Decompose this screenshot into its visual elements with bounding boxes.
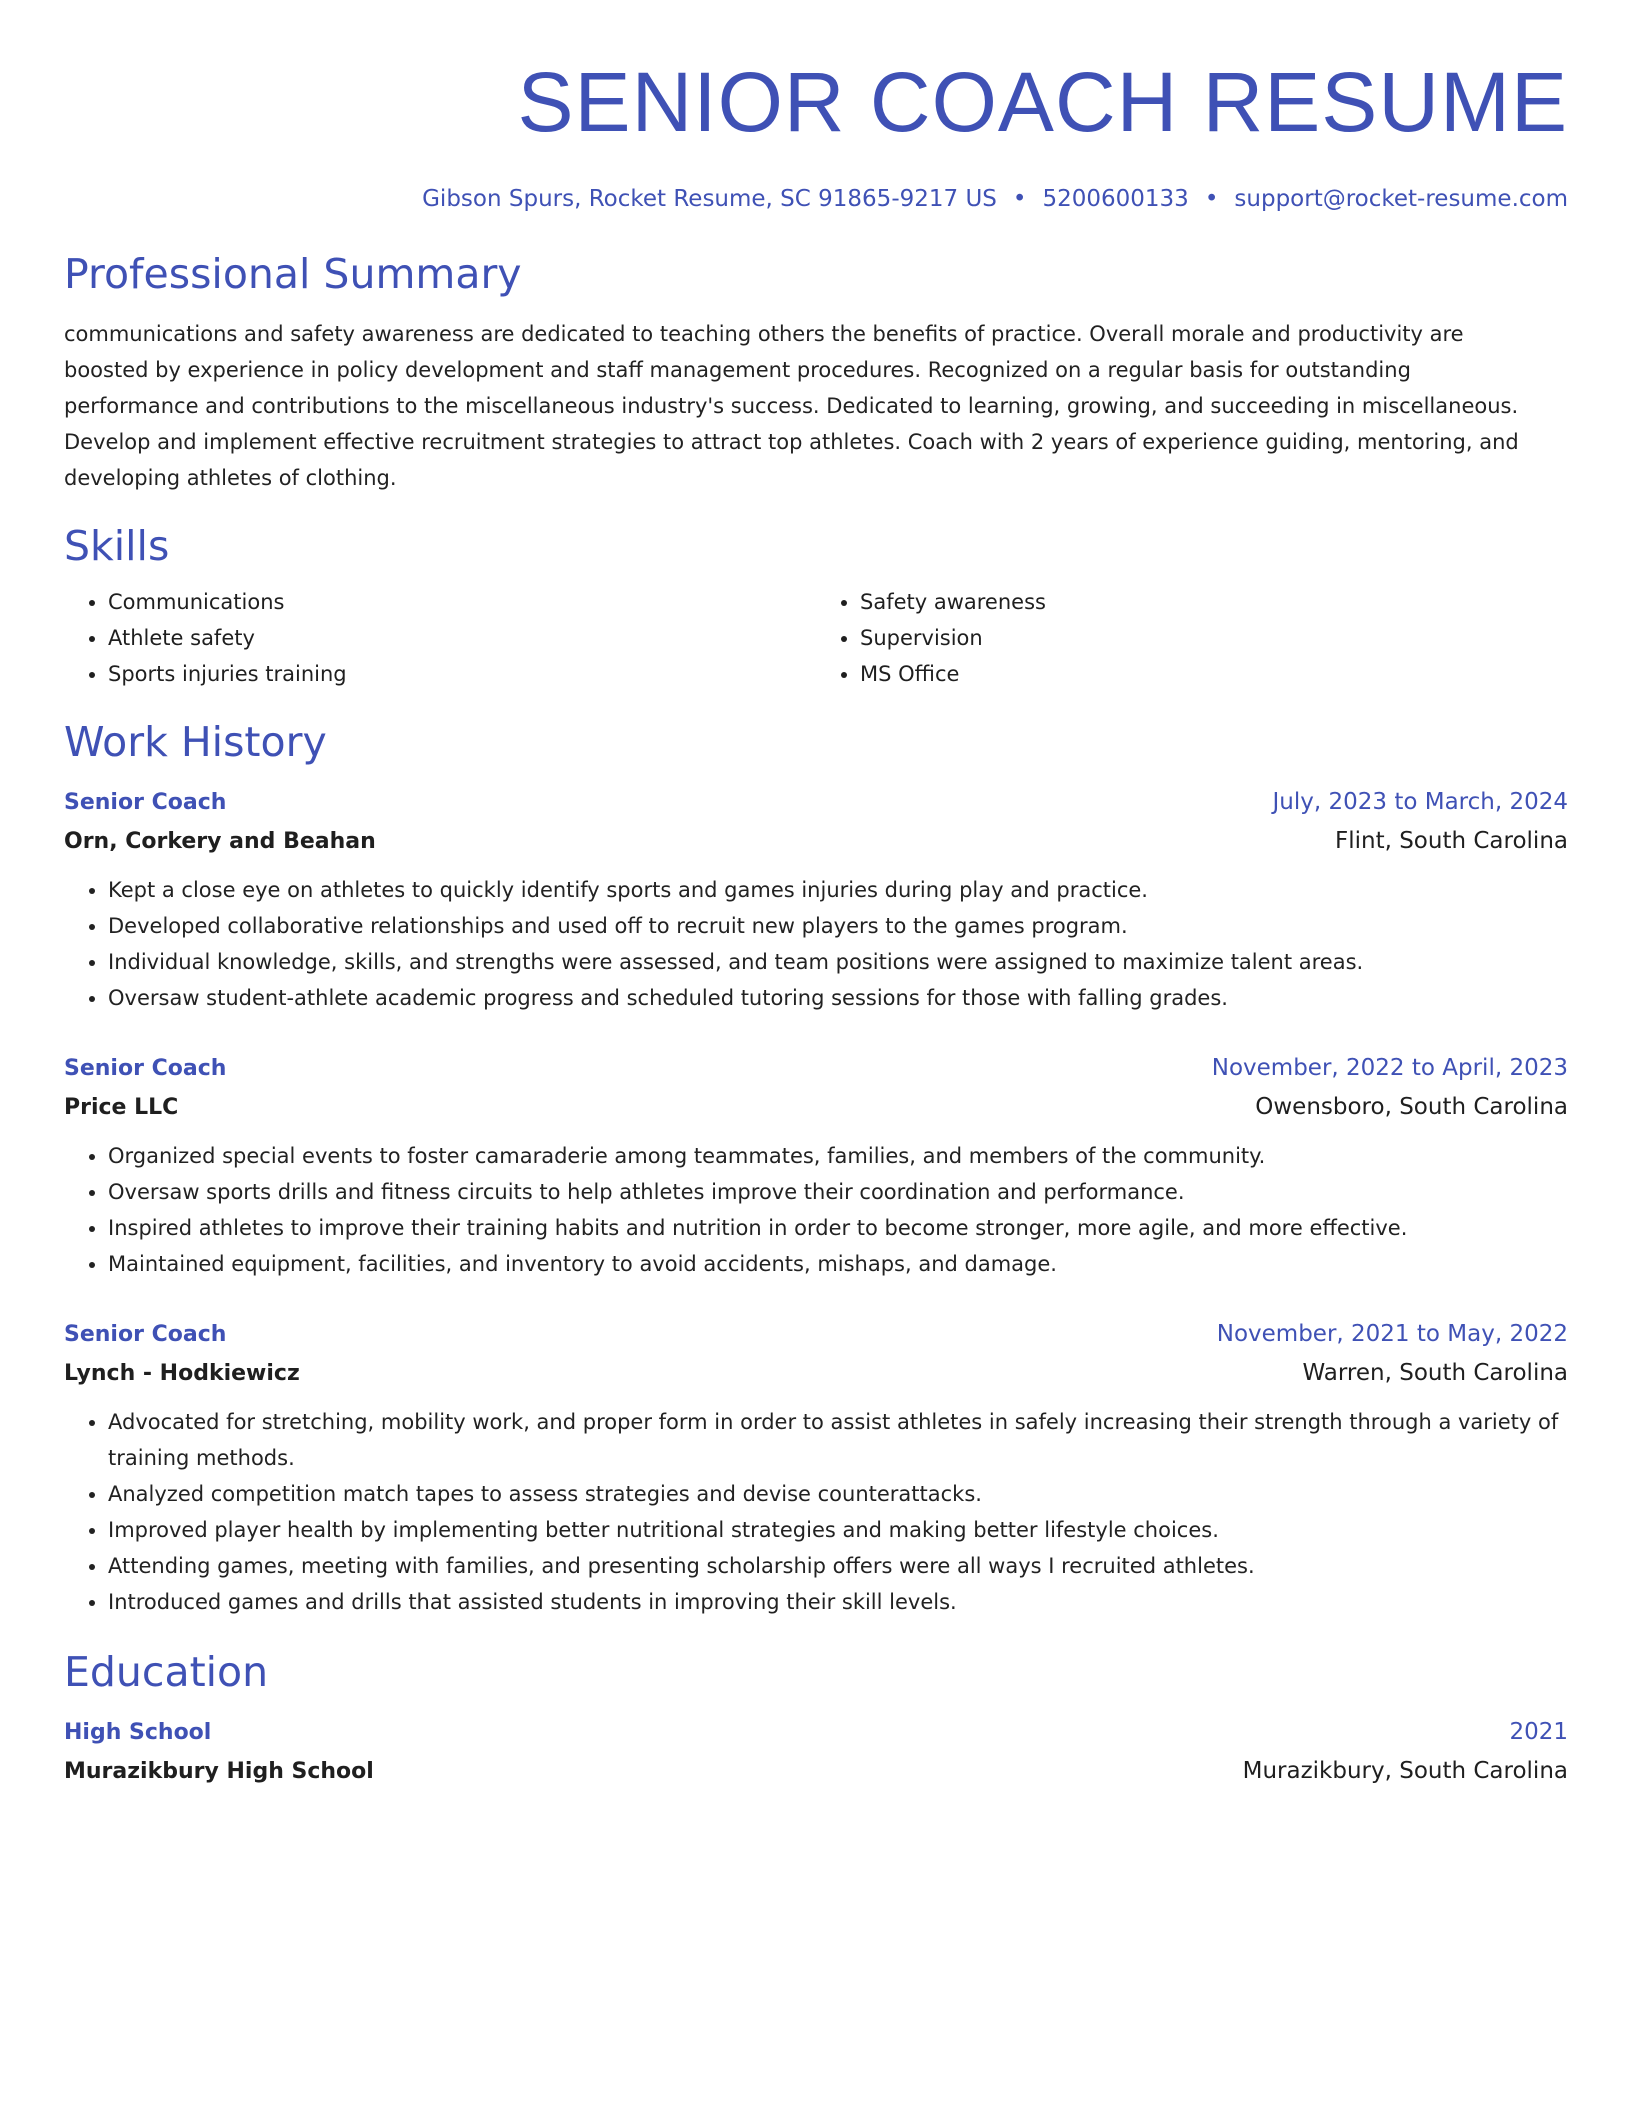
- job-role: Senior Coach: [64, 1322, 227, 1347]
- skill-item: • Athlete safety: [108, 620, 816, 656]
- job-location: Owensboro, South Carolina: [1255, 1094, 1568, 1120]
- job-bullets: [64, 872, 1568, 1016]
- job-entry: [64, 784, 1568, 1016]
- job-bullet: • Individual knowledge, skills, and strengths were assessed, and team positions were assigned to maximize talent areas.: [108, 944, 1568, 980]
- skills-list-right: [816, 584, 1568, 692]
- job-bullet: • Inspired athletes to improve their training habits and nutrition in order to become stronger, more agile, and more effective.: [108, 1210, 1568, 1246]
- job-bullet: • Advocated for stretching, mobility work, and proper form in order to assist athletes in safely increasing their strength through a variety of training methods.: [108, 1404, 1568, 1476]
- job-company-row: [64, 1353, 1568, 1394]
- job-bullet: • Maintained equipment, facilities, and inventory to avoid accidents, mishaps, and damage.: [108, 1246, 1568, 1282]
- work-history-heading: Work History: [64, 718, 327, 766]
- education-header-row: [64, 1714, 1568, 1751]
- job-company: Lynch - Hodkiewicz: [64, 1361, 300, 1386]
- job-bullet: • Kept a close eye on athletes to quickly identify sports and games injuries during play and practice.: [108, 872, 1568, 908]
- job-location: Warren, South Carolina: [1302, 1360, 1568, 1386]
- summary-section: [64, 250, 1568, 496]
- job-bullet: • Oversaw student-athlete academic progress and scheduled tutoring sessions for those with falling grades.: [108, 980, 1568, 1016]
- skill-item: • Communications: [108, 584, 816, 620]
- job-role: Senior Coach: [64, 1056, 227, 1081]
- education-school: Murazikbury High School: [64, 1759, 374, 1784]
- job-bullet: • Oversaw sports drills and fitness circuits to help athletes improve their coordination and performance.: [108, 1174, 1568, 1210]
- job-dates: July, 2023 to March, 2024: [1272, 789, 1568, 815]
- job-bullet: • Organized special events to foster camaraderie among teammates, families, and members of the community.: [108, 1138, 1568, 1174]
- contact-address: Gibson Spurs, Rocket Resume, SC 91865-9217 US: [422, 186, 997, 212]
- job-role: Senior Coach: [64, 790, 227, 815]
- skills-columns: [64, 584, 1568, 692]
- job-company-row: [64, 821, 1568, 862]
- skills-list-left: [64, 584, 816, 692]
- job-dates: November, 2021 to May, 2022: [1216, 1321, 1568, 1347]
- job-header-row: [64, 1050, 1568, 1087]
- contact-phone: 5200600133: [1042, 186, 1189, 212]
- job-company: Orn, Corkery and Beahan: [64, 829, 376, 854]
- education-heading: Education: [64, 1648, 269, 1696]
- education-section: [64, 1648, 1568, 1792]
- education-location: Murazikbury, South Carolina: [1242, 1758, 1568, 1784]
- work-history-section: [64, 718, 1568, 1620]
- skill-item: • Sports injuries training: [108, 656, 816, 692]
- education-school-row: [64, 1751, 1568, 1792]
- job-bullets: [64, 1138, 1568, 1282]
- contact-separator: •: [1012, 186, 1027, 212]
- job-header-row: [64, 784, 1568, 821]
- skills-heading: Skills: [64, 522, 170, 570]
- job-location: Flint, South Carolina: [1334, 828, 1568, 854]
- skill-item: • MS Office: [860, 656, 1568, 692]
- resume-title: SENIOR COACH RESUME: [517, 55, 1568, 149]
- education-year: 2021: [1509, 1719, 1568, 1745]
- job-header-row: [64, 1316, 1568, 1353]
- job-entry: [64, 1050, 1568, 1282]
- contact-separator: •: [1204, 186, 1219, 212]
- education-entry: [64, 1714, 1568, 1792]
- job-bullet: • Analyzed competition match tapes to assess strategies and devise counterattacks.: [108, 1476, 1568, 1512]
- job-bullet: • Developed collaborative relationships and used off to recruit new players to the games program.: [108, 908, 1568, 944]
- job-bullet: • Attending games, meeting with families, and presenting scholarship offers were all ways I recruited athletes.: [108, 1548, 1568, 1584]
- job-bullet: • Introduced games and drills that assisted students in improving their skill levels.: [108, 1584, 1568, 1620]
- job-company: Price LLC: [64, 1095, 179, 1120]
- summary-text: communications and safety awareness are dedicated to teaching others the benefits of practice. Overall morale and productivity are boosted by experience in policy development and staff management procedures. Recognized on a regular basis for outstanding performance and contributions to the miscellaneous industry's success. Dedicated to learning, growing, and succeeding in miscellaneous. Develop and implement effective recruitment strategies to attract top athletes. Coach with 2 years of experience guiding, mentoring, and developing athletes of clothing.: [64, 322, 1519, 490]
- skills-section: [64, 522, 1568, 692]
- resume-header: [64, 54, 1568, 214]
- job-bullets: [64, 1404, 1568, 1620]
- skill-item: • Safety awareness: [860, 584, 1568, 620]
- contact-line: [64, 184, 1568, 214]
- summary-heading: Professional Summary: [64, 250, 522, 298]
- job-company-row: [64, 1087, 1568, 1128]
- education-degree: High School: [64, 1720, 212, 1745]
- job-entry: [64, 1316, 1568, 1620]
- contact-email[interactable]: support@rocket-resume.com: [1234, 186, 1568, 212]
- job-bullet: • Improved player health by implementing better nutritional strategies and making better lifestyle choices.: [108, 1512, 1568, 1548]
- job-dates: November, 2022 to April, 2023: [1211, 1055, 1568, 1081]
- skill-item: • Supervision: [860, 620, 1568, 656]
